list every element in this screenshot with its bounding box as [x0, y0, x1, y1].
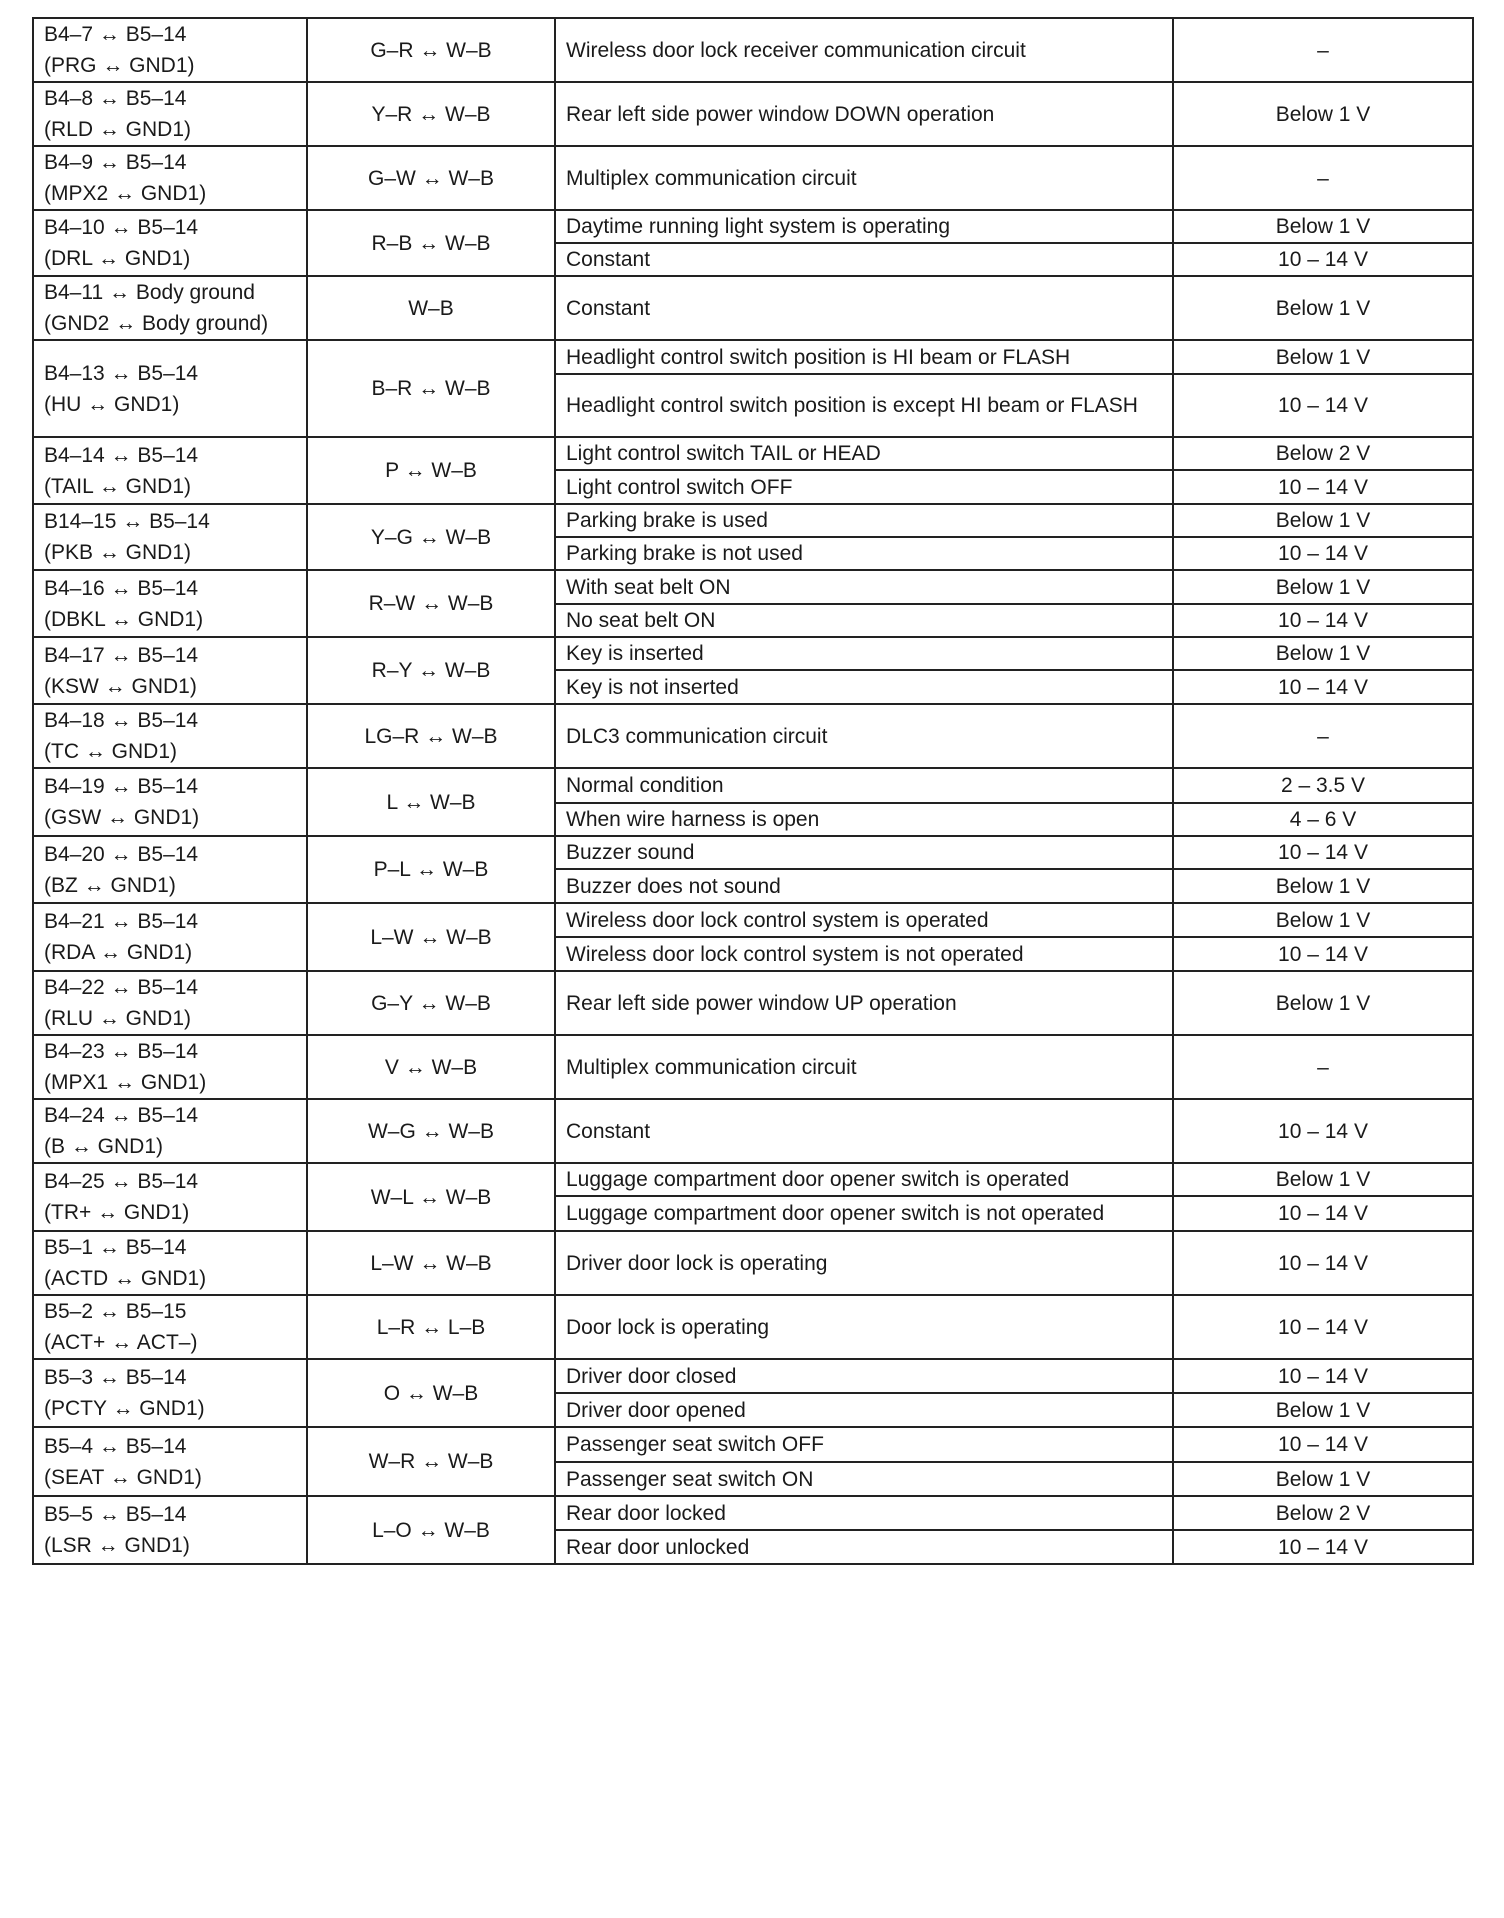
specified-condition-cell: 10 – 14 V [1173, 243, 1473, 276]
terminal-cell [33, 437, 307, 504]
specified-condition-cell: Below 1 V [1173, 1393, 1473, 1427]
wiring-color-cell: P–L ↔ W–B [307, 836, 555, 903]
condition-cell: Multiplex communication circuit [555, 1035, 1173, 1099]
specified-condition-cell: 10 – 14 V [1173, 1359, 1473, 1393]
terminal-cell [33, 971, 307, 1035]
terminal-cell [33, 1231, 307, 1295]
terminal-no: B5–4 ↔ B5–14 [44, 1434, 187, 1458]
specified-condition-cell: – [1173, 146, 1473, 210]
specified-condition-cell: 10 – 14 V [1173, 836, 1473, 869]
wiring-color-cell: LG–R ↔ W–B [307, 704, 555, 768]
condition-cell: Headlight control switch position is except HI beam or FLASH [555, 374, 1173, 437]
table-row [33, 1231, 1473, 1295]
terminal-no: B4–23 ↔ B5–14 [44, 1040, 199, 1063]
table-row [33, 1035, 1473, 1099]
terminal-cell [33, 768, 307, 836]
condition-cell: Normal condition [555, 768, 1173, 803]
table-row [33, 1359, 1473, 1393]
condition-cell: Constant [555, 1099, 1173, 1163]
terminal-cell [33, 504, 307, 570]
terminal-cell [33, 1496, 307, 1564]
terminal-symbol: (LSR ↔ GND1) [44, 1534, 190, 1557]
wiring-color-cell: Y–R ↔ W–B [307, 82, 555, 146]
table-row [33, 276, 1473, 340]
condition-cell: Constant [555, 276, 1173, 340]
terminal-symbol: (DBKL ↔ GND1) [44, 607, 204, 631]
terminal-symbol: (MPX2 ↔ GND1) [44, 182, 207, 205]
specified-condition-cell: Below 1 V [1173, 82, 1473, 146]
condition-cell: Buzzer does not sound [555, 869, 1173, 903]
specified-condition-cell: Below 1 V [1173, 1462, 1473, 1496]
condition-cell: Light control switch OFF [555, 470, 1173, 504]
condition-cell: Key is not inserted [555, 670, 1173, 704]
terminal-no: B5–1 ↔ B5–14 [44, 1236, 187, 1259]
table-row [33, 971, 1473, 1035]
terminal-symbol: (DRL ↔ GND1) [44, 247, 191, 270]
terminal-symbol: (RLD ↔ GND1) [44, 118, 192, 141]
condition-cell: Driver door opened [555, 1393, 1173, 1427]
specified-condition-cell: 10 – 14 V [1173, 1196, 1473, 1231]
terminal-cell [33, 18, 307, 82]
table-row [33, 836, 1473, 869]
wiring-color-cell: O ↔ W–B [307, 1359, 555, 1427]
wiring-color-cell: G–R ↔ W–B [307, 18, 555, 82]
terminal-no: B4–14 ↔ B5–14 [44, 443, 199, 467]
specified-condition-cell: 10 – 14 V [1173, 1231, 1473, 1295]
specified-condition-cell: 10 – 14 V [1173, 937, 1473, 971]
wiring-color-cell: R–W ↔ W–B [307, 570, 555, 637]
wiring-color-cell: L–W ↔ W–B [307, 1231, 555, 1295]
specified-condition-cell: 10 – 14 V [1173, 1427, 1473, 1462]
terminal-no: B5–2 ↔ B5–15 [44, 1300, 187, 1323]
terminal-cell [33, 340, 307, 437]
wiring-color-cell: P ↔ W–B [307, 437, 555, 504]
condition-cell: Luggage compartment door opener switch is not operated [555, 1196, 1173, 1231]
wiring-color-cell: W–R ↔ W–B [307, 1427, 555, 1496]
table-row [33, 437, 1473, 470]
terminal-no: B4–13 ↔ B5–14 [44, 361, 199, 385]
specified-condition-cell: Below 1 V [1173, 869, 1473, 903]
wiring-color-cell: W–B [307, 276, 555, 340]
condition-cell: Rear door locked [555, 1496, 1173, 1530]
condition-cell: Luggage compartment door opener switch is operated [555, 1163, 1173, 1196]
table-row [33, 570, 1473, 604]
specified-condition-cell: Below 1 V [1173, 903, 1473, 937]
condition-cell: Rear door unlocked [555, 1530, 1173, 1564]
table-row [33, 1496, 1473, 1530]
terminal-cell [33, 1163, 307, 1231]
condition-cell: Key is inserted [555, 637, 1173, 670]
terminal-no: B4–18 ↔ B5–14 [44, 709, 199, 732]
wiring-color-cell: L–R ↔ L–B [307, 1295, 555, 1359]
terminal-symbol: (HU ↔ GND1) [44, 392, 180, 416]
specified-condition-cell: Below 1 V [1173, 637, 1473, 670]
terminal-symbol: (PRG ↔ GND1) [44, 54, 195, 77]
wiring-color-cell: W–L ↔ W–B [307, 1163, 555, 1231]
terminal-cell [33, 637, 307, 704]
terminal-symbol: (BZ ↔ GND1) [44, 873, 176, 897]
terminal-no: B4–19 ↔ B5–14 [44, 775, 199, 798]
wiring-color-cell: W–G ↔ W–B [307, 1099, 555, 1163]
specified-condition-cell: Below 1 V [1173, 340, 1473, 374]
specified-condition-cell: Below 1 V [1173, 276, 1473, 340]
condition-cell: Daytime running light system is operating [555, 210, 1173, 243]
terminal-no: B4–24 ↔ B5–14 [44, 1104, 199, 1127]
specified-condition-cell: – [1173, 18, 1473, 82]
terminal-symbol: (B ↔ GND1) [44, 1135, 164, 1158]
terminal-no: B4–22 ↔ B5–14 [44, 976, 199, 999]
wiring-color-cell: L–W ↔ W–B [307, 903, 555, 971]
terminal-no: B4–21 ↔ B5–14 [44, 910, 199, 933]
table-row [33, 768, 1473, 803]
condition-cell: Driver door lock is operating [555, 1231, 1173, 1295]
terminal-symbol: (ACT+ ↔ ACT–) [44, 1331, 198, 1354]
specified-condition-cell: 4 – 6 V [1173, 803, 1473, 836]
condition-cell: Passenger seat switch OFF [555, 1427, 1173, 1462]
terminal-cell [33, 1295, 307, 1359]
terminal-symbol: (MPX1 ↔ GND1) [44, 1071, 207, 1094]
terminal-no: B4–11 ↔ Body ground [44, 281, 255, 304]
condition-cell: Driver door closed [555, 1359, 1173, 1393]
wiring-color-cell: G–W ↔ W–B [307, 146, 555, 210]
condition-cell: Wireless door lock control system is operated [555, 903, 1173, 937]
terminal-symbol: (PKB ↔ GND1) [44, 541, 192, 564]
terminal-cell [33, 210, 307, 276]
wiring-color-cell: R–Y ↔ W–B [307, 637, 555, 704]
terminal-cell [33, 276, 307, 340]
terminal-no: B4–16 ↔ B5–14 [44, 576, 199, 600]
specified-condition-cell: Below 2 V [1173, 437, 1473, 470]
terminal-symbol: (TR+ ↔ GND1) [44, 1201, 190, 1224]
condition-cell: Buzzer sound [555, 836, 1173, 869]
condition-cell: Rear left side power window DOWN operation [555, 82, 1173, 146]
wiring-color-cell: B–R ↔ W–B [307, 340, 555, 437]
terminal-symbol: (PCTY ↔ GND1) [44, 1397, 205, 1420]
terminal-cell [33, 1099, 307, 1163]
specified-condition-cell: Below 1 V [1173, 971, 1473, 1035]
specified-condition-cell: Below 1 V [1173, 570, 1473, 604]
terminal-no: B5–5 ↔ B5–14 [44, 1503, 187, 1526]
terminal-cell [33, 82, 307, 146]
table-row [33, 1099, 1473, 1163]
specified-condition-cell: Below 2 V [1173, 1496, 1473, 1530]
table-row [33, 146, 1473, 210]
table-row [33, 210, 1473, 243]
condition-cell: Wireless door lock control system is not operated [555, 937, 1173, 971]
specified-condition-cell: Below 1 V [1173, 1163, 1473, 1196]
table-row [33, 504, 1473, 537]
table-row [33, 637, 1473, 670]
terminal-no: B4–8 ↔ B5–14 [44, 87, 187, 110]
table-row [33, 82, 1473, 146]
wiring-color-cell: G–Y ↔ W–B [307, 971, 555, 1035]
wiring-color-cell: R–B ↔ W–B [307, 210, 555, 276]
wiring-color-cell: L–O ↔ W–B [307, 1496, 555, 1564]
terminal-symbol: (RLU ↔ GND1) [44, 1007, 192, 1030]
wiring-color-cell: L ↔ W–B [307, 768, 555, 836]
terminal-cell [33, 570, 307, 637]
terminal-no: B4–7 ↔ B5–14 [44, 23, 187, 46]
condition-cell: No seat belt ON [555, 604, 1173, 637]
table-row [33, 1295, 1473, 1359]
terminal-symbol: (SEAT ↔ GND1) [44, 1465, 202, 1489]
specified-condition-cell: – [1173, 1035, 1473, 1099]
specified-condition-cell: 10 – 14 V [1173, 374, 1473, 437]
terminal-no: B4–10 ↔ B5–14 [44, 216, 199, 239]
terminal-symbol: (TAIL ↔ GND1) [44, 474, 192, 498]
table-row [33, 1163, 1473, 1196]
terminal-cell [33, 1359, 307, 1427]
specified-condition-cell: 10 – 14 V [1173, 1295, 1473, 1359]
terminal-symbol: (GSW ↔ GND1) [44, 806, 200, 829]
terminal-cell [33, 704, 307, 768]
terminal-cell [33, 1035, 307, 1099]
terminal-cell [33, 903, 307, 971]
table-row [33, 903, 1473, 937]
terminal-symbol: (TC ↔ GND1) [44, 740, 177, 763]
terminal-no: B14–15 ↔ B5–14 [44, 510, 210, 533]
condition-cell: Multiplex communication circuit [555, 146, 1173, 210]
wiring-color-cell: Y–G ↔ W–B [307, 504, 555, 570]
wiring-color-cell: V ↔ W–B [307, 1035, 555, 1099]
specified-condition-cell: 2 – 3.5 V [1173, 768, 1473, 803]
condition-cell: Headlight control switch position is HI beam or FLASH [555, 340, 1173, 374]
condition-cell: Rear left side power window UP operation [555, 971, 1173, 1035]
specified-condition-cell: Below 1 V [1173, 210, 1473, 243]
terminal-cell [33, 146, 307, 210]
condition-cell: DLC3 communication circuit [555, 704, 1173, 768]
specified-condition-cell: 10 – 14 V [1173, 604, 1473, 637]
specified-condition-cell: 10 – 14 V [1173, 670, 1473, 704]
table-row [33, 340, 1473, 374]
condition-cell: Parking brake is not used [555, 537, 1173, 570]
condition-cell: When wire harness is open [555, 803, 1173, 836]
terminal-no: B4–20 ↔ B5–14 [44, 842, 199, 866]
condition-cell: Light control switch TAIL or HEAD [555, 437, 1173, 470]
specified-condition-cell: 10 – 14 V [1173, 470, 1473, 504]
specified-condition-cell: – [1173, 704, 1473, 768]
specified-condition-cell: 10 – 14 V [1173, 1099, 1473, 1163]
terminal-spec-table [32, 17, 1474, 1565]
terminal-no: B4–9 ↔ B5–14 [44, 151, 187, 174]
specified-condition-cell: Below 1 V [1173, 504, 1473, 537]
table-row [33, 1427, 1473, 1462]
table-row [33, 704, 1473, 768]
condition-cell: Door lock is operating [555, 1295, 1173, 1359]
specified-condition-cell: 10 – 14 V [1173, 1530, 1473, 1564]
terminal-symbol: (GND2 ↔ Body ground) [44, 312, 269, 335]
condition-cell: Parking brake is used [555, 504, 1173, 537]
terminal-symbol: (KSW ↔ GND1) [44, 674, 197, 698]
terminal-no: B4–25 ↔ B5–14 [44, 1170, 199, 1193]
table-row [33, 18, 1473, 82]
terminal-symbol: (ACTD ↔ GND1) [44, 1267, 207, 1290]
specified-condition-cell: 10 – 14 V [1173, 537, 1473, 570]
terminal-no: B5–3 ↔ B5–14 [44, 1366, 187, 1389]
condition-cell: Wireless door lock receiver communication circuit [555, 18, 1173, 82]
condition-cell: Passenger seat switch ON [555, 1462, 1173, 1496]
terminal-spec-table-body [33, 18, 1473, 1564]
terminal-cell [33, 836, 307, 903]
terminal-cell [33, 1427, 307, 1496]
condition-cell: With seat belt ON [555, 570, 1173, 604]
terminal-symbol: (RDA ↔ GND1) [44, 941, 193, 964]
condition-cell: Constant [555, 243, 1173, 276]
terminal-no: B4–17 ↔ B5–14 [44, 643, 199, 667]
